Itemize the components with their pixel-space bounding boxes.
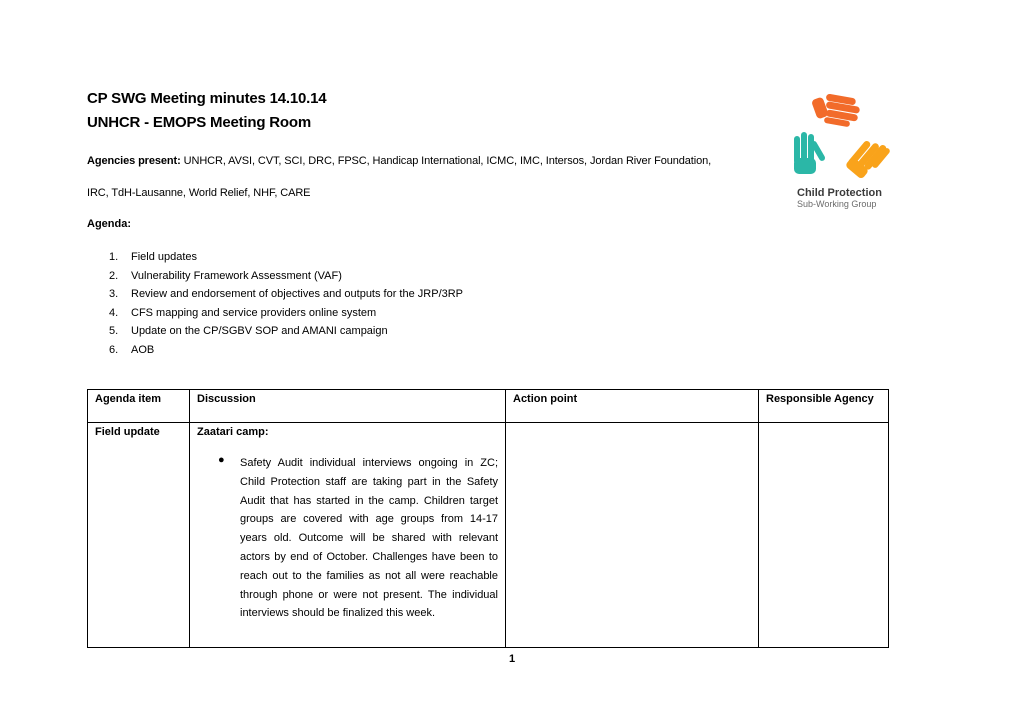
logo-title: Child Protection — [797, 187, 882, 199]
logo-subtitle: Sub-Working Group — [797, 199, 877, 209]
agenda-item: 2. Vulnerability Framework Assessment (VAF) — [109, 269, 342, 282]
table-row — [88, 423, 889, 648]
agenda-item: 1. Field updates — [109, 251, 198, 263]
agencies-list: UNHCR, AVSI, CVT, SCI, DRC, FPSC, Handicap International, ICMC, IMC, Intersos, Jordan River Foundation, — [180, 155, 712, 167]
header-discussion: Discussion — [190, 390, 506, 423]
orange-hand-icon — [811, 93, 860, 127]
bullet-item — [197, 454, 498, 623]
cell-responsible-agency — [759, 423, 889, 648]
page-number: 1 — [508, 653, 516, 665]
agenda-heading: Agenda: — [87, 218, 131, 230]
agenda-item: 3. Review and endorsement of objectives and outputs for the JRP/3RP — [109, 288, 464, 300]
cell-discussion — [190, 423, 506, 648]
discussion-heading: Zaatari camp: — [197, 426, 269, 438]
document-title: CP SWG Meeting minutes 14.10.14 — [87, 90, 327, 107]
bullet-text: Safety Audit individual interviews ongoing in ZC; Child Protection staff are taking part in the Safety Audit that has started in the camp. Children target groups are covered with age groups from 14-17 years old. Outcome will be shared with relevant actors by end of October. Challenges have been to reach out to the families as not all were reachable through phone or were not present. The individual interviews should be finalized this week. — [240, 457, 498, 620]
bullet-icon: ● — [218, 454, 225, 466]
agenda-list — [87, 248, 463, 359]
agenda-item: 5. Update on the CP/SGBV SOP and AMANI campaign — [109, 325, 388, 337]
header-responsible-agency: Responsible Agency — [759, 390, 889, 423]
minutes-table — [87, 389, 889, 648]
header-agenda-item: Agenda item — [88, 390, 190, 423]
header-action-point: Action point — [506, 390, 759, 423]
amber-hand-icon — [845, 140, 891, 180]
meeting-location: UNHCR - EMOPS Meeting Room — [87, 114, 311, 131]
table-header-row — [88, 390, 889, 423]
cell-action-point — [506, 423, 759, 648]
agencies-line-2: IRC, TdH-Lausanne, World Relief, NHF, CARE — [87, 187, 311, 199]
agenda-item: 4. CFS mapping and service providers online system — [109, 306, 377, 319]
teal-hand-icon — [794, 132, 826, 174]
agencies-line-1 — [87, 155, 711, 167]
cell-agenda-item: Field update — [88, 423, 190, 648]
agencies-label: Agencies present: — [87, 155, 181, 167]
agenda-item: 6. AOB — [109, 343, 155, 356]
